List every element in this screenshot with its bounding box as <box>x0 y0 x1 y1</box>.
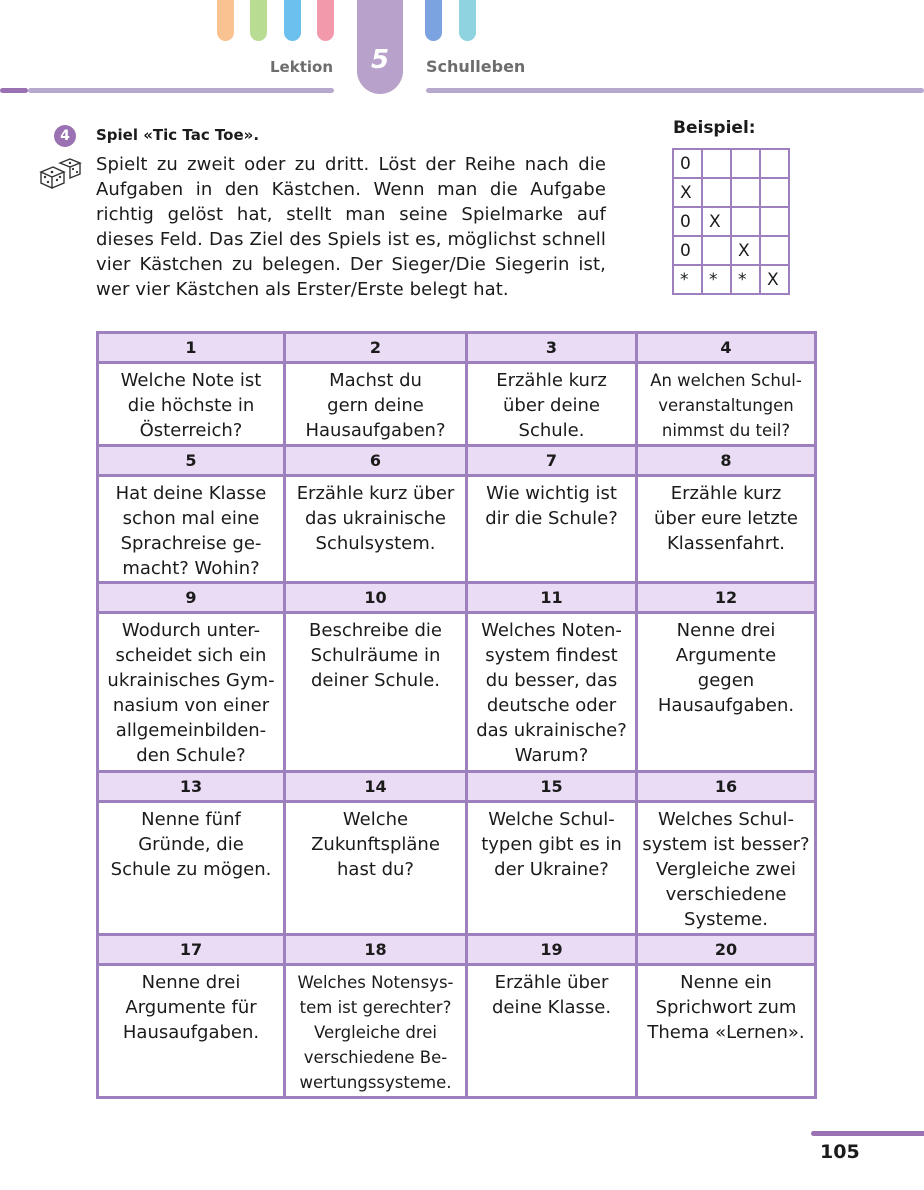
task-text-line: das ukrainische? <box>476 720 627 741</box>
task-number-cell: 16 <box>637 772 816 802</box>
task-number-cell: 2 <box>285 333 467 363</box>
task-text-line: Welche <box>342 809 409 830</box>
task-text-line: gern deine <box>327 395 424 416</box>
task-text-line: das ukrainische <box>305 508 446 529</box>
example-cell <box>760 149 789 178</box>
color-tab <box>217 0 234 41</box>
example-cell: X <box>731 236 760 265</box>
example-cell: X <box>760 265 789 294</box>
task-question-cell[interactable] <box>637 363 816 446</box>
task-question-cell[interactable] <box>98 965 285 1098</box>
color-tab <box>425 0 442 41</box>
task-text-line: veranstaltungen <box>658 396 794 415</box>
task-number-cell: 9 <box>98 583 285 613</box>
task-text-line: Klassenfahrt. <box>666 533 786 554</box>
task-question-cell[interactable] <box>467 613 637 772</box>
task-text-line: Vergleiche zwei <box>656 859 796 880</box>
task-text-line: Welche Schul- <box>488 809 615 830</box>
task-number-cell: 13 <box>98 772 285 802</box>
task-text-line: Machst du <box>329 370 422 391</box>
example-grid <box>672 148 790 295</box>
task-text-line: Nenne fünf <box>141 809 241 830</box>
task-text-line: typen gibt es in <box>481 834 622 855</box>
task-number-cell: 3 <box>467 333 637 363</box>
task-question-cell[interactable] <box>285 965 467 1098</box>
example-cell <box>702 149 731 178</box>
task-text-line: Argumente für <box>125 997 257 1018</box>
task-text-line: Wodurch unter- <box>121 620 261 641</box>
example-cell: X <box>673 178 702 207</box>
task-text-line: schon mal eine <box>122 508 260 529</box>
task-text-line: du besser, das <box>485 670 618 691</box>
task-text-line: Beschreibe die <box>309 620 442 641</box>
task-number-cell: 8 <box>637 446 816 476</box>
color-tab <box>250 0 267 41</box>
task-question-cell[interactable] <box>285 802 467 935</box>
task-number-cell: 20 <box>637 935 816 965</box>
task-text-line: Sprachreise ge- <box>120 533 262 554</box>
task-text-line: wertungssysteme. <box>299 1073 452 1092</box>
color-tab <box>284 0 301 41</box>
task-text-line: Erzähle kurz über <box>296 483 455 504</box>
tic-tac-toe-task-table <box>96 331 817 1099</box>
task-number-cell: 10 <box>285 583 467 613</box>
task-text-line: Welches Notensys- <box>297 973 454 992</box>
task-text-line: Warum? <box>514 745 589 766</box>
task-question-cell[interactable] <box>637 965 816 1098</box>
task-text-line: scheidet sich ein <box>115 645 267 666</box>
example-cell: * <box>702 265 731 294</box>
task-question-cell[interactable] <box>467 965 637 1098</box>
task-number-badge: 4 <box>54 125 76 147</box>
example-cell <box>760 207 789 236</box>
task-text-line: gegen <box>697 670 755 691</box>
page-number-rule <box>811 1131 924 1136</box>
example-cell: 0 <box>673 149 702 178</box>
task-title: Spiel «Tic Tac Toe». <box>96 126 260 144</box>
task-number-cell: 1 <box>98 333 285 363</box>
task-question-cell[interactable] <box>637 613 816 772</box>
task-text-line: Nenne drei <box>676 620 776 641</box>
task-text-line: Gründe, die <box>138 834 244 855</box>
example-cell <box>702 236 731 265</box>
chapter-topic: Schulleben <box>426 57 526 76</box>
example-cell <box>702 178 731 207</box>
task-text-line: verschiedene Be- <box>303 1048 448 1067</box>
task-text-line: den Schule? <box>136 745 246 766</box>
task-text-line: Sprichwort zum <box>655 997 797 1018</box>
task-text-line: deiner Schule. <box>310 670 441 691</box>
task-question-cell[interactable] <box>285 476 467 583</box>
task-text-line: Österreich? <box>139 420 243 441</box>
lesson-label: Lektion <box>270 58 334 76</box>
task-question-cell[interactable] <box>98 802 285 935</box>
task-text-line: Wie wichtig ist <box>486 483 617 504</box>
task-text-line: An welchen Schul- <box>650 371 802 390</box>
task-text-line: Schulsystem. <box>315 533 436 554</box>
task-text-line: Schule. <box>518 420 585 441</box>
example-title: Beispiel: <box>673 118 756 138</box>
task-question-cell[interactable] <box>637 802 816 935</box>
task-text-line: Nenne ein <box>680 972 772 993</box>
task-number-cell: 5 <box>98 446 285 476</box>
header-rule-left-accent <box>0 88 28 93</box>
task-text-line: Systeme. <box>684 909 768 930</box>
example-cell <box>731 149 760 178</box>
task-text-line: Welches Schul- <box>658 809 794 830</box>
task-number-cell: 15 <box>467 772 637 802</box>
task-text-line: Welche Note ist <box>120 370 262 391</box>
task-text-line: Vergleiche drei <box>313 1023 437 1042</box>
task-number-cell: 11 <box>467 583 637 613</box>
task-text-line: Zukunftspläne <box>311 834 440 855</box>
example-cell <box>731 178 760 207</box>
header-rule-right <box>426 88 924 93</box>
task-text-line: über deine <box>502 395 600 416</box>
task-question-cell[interactable] <box>98 363 285 446</box>
example-cell: * <box>731 265 760 294</box>
task-number-cell: 18 <box>285 935 467 965</box>
task-text-line: Argumente <box>675 645 777 666</box>
task-text-line: tem ist gerechter? <box>299 998 452 1017</box>
task-text-line: der Ukraine? <box>494 859 609 880</box>
task-text-line: dir die Schule? <box>485 508 618 529</box>
task-number-cell: 19 <box>467 935 637 965</box>
task-text-line: system findest <box>485 645 618 666</box>
task-text-line: verschiedene <box>665 884 787 905</box>
header-rule-left <box>28 88 334 93</box>
task-text-line: Hat deine Klasse <box>115 483 267 504</box>
example-cell: 0 <box>673 236 702 265</box>
example-cell <box>760 178 789 207</box>
task-text-line: hast du? <box>337 859 414 880</box>
dice-icon <box>38 157 82 191</box>
task-question-cell[interactable] <box>467 476 637 583</box>
task-question-cell[interactable] <box>467 802 637 935</box>
task-number-cell: 7 <box>467 446 637 476</box>
task-text-line: Welches Noten- <box>481 620 622 641</box>
task-question-cell[interactable] <box>98 476 285 583</box>
task-number-cell: 4 <box>637 333 816 363</box>
task-question-cell[interactable] <box>285 363 467 446</box>
task-text-line: nimmst du teil? <box>661 421 791 440</box>
task-text-line: system ist besser? <box>642 834 810 855</box>
task-number-cell: 17 <box>98 935 285 965</box>
color-tab <box>459 0 476 41</box>
task-text-line: Schule zu mögen. <box>110 859 272 880</box>
task-question-cell[interactable] <box>285 613 467 772</box>
task-question-cell[interactable] <box>467 363 637 446</box>
task-text-line: Schulräume in <box>310 645 441 666</box>
page-number: 105 <box>820 1141 860 1163</box>
task-text-line: Erzähle kurz <box>496 370 607 391</box>
example-cell <box>731 207 760 236</box>
task-question-cell[interactable] <box>98 613 285 772</box>
task-instructions: Spielt zu zweit oder zu dritt. Löst der Reihe nach die Aufgaben in den Kästchen. Wenn man die Aufgabe richtig gelöst hat, stellt man seine Spielmarke auf dieses Feld. Das Ziel des Spiels ist es, möglichst schnell vier Kästchen zu belegen. Der Sieger/Die Siegerin ist, wer vier Kästchen als Erster/Erste belegt hat. <box>96 154 606 300</box>
lesson-number: 5 <box>370 45 390 75</box>
task-number-cell: 12 <box>637 583 816 613</box>
task-text-line: deutsche oder <box>486 695 617 716</box>
task-text-line: Nenne drei <box>141 972 241 993</box>
task-text-line: nasium von einer <box>112 695 270 716</box>
task-number-cell: 14 <box>285 772 467 802</box>
example-cell <box>760 236 789 265</box>
task-text-line: Erzähle kurz <box>670 483 782 504</box>
task-text-line: die höchste in <box>127 395 255 416</box>
task-text-line: allgemeinbilden- <box>115 720 267 741</box>
example-cell: * <box>673 265 702 294</box>
task-number-cell: 6 <box>285 446 467 476</box>
example-cell: X <box>702 207 731 236</box>
task-text-line: Hausaufgaben? <box>305 420 446 441</box>
task-text-line: Erzähle über <box>494 972 609 993</box>
task-text-line: Hausaufgaben. <box>657 695 795 716</box>
example-cell: 0 <box>673 207 702 236</box>
task-question-cell[interactable] <box>637 476 816 583</box>
task-text-line: deine Klasse. <box>491 997 612 1018</box>
task-text-line: Hausaufgaben. <box>122 1022 260 1043</box>
task-text-line: macht? Wohin? <box>122 558 260 579</box>
task-text-line: über eure letzte <box>653 508 799 529</box>
task-text-line: ukrainisches Gym- <box>107 670 275 691</box>
task-text-line: Thema «Lernen». <box>647 1022 805 1043</box>
color-tab <box>317 0 334 41</box>
